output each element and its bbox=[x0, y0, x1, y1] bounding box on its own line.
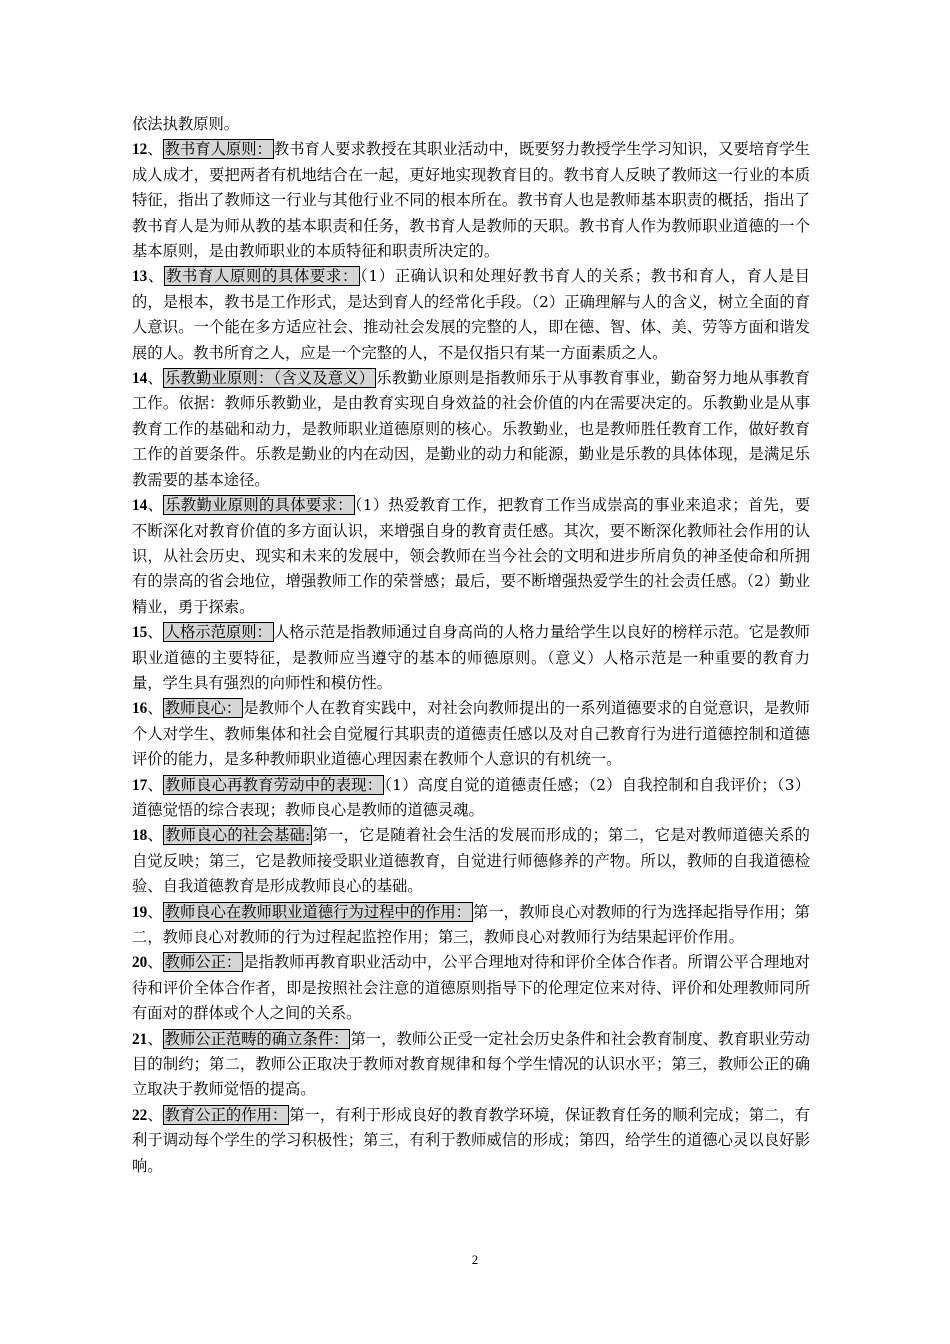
document-body bbox=[132, 112, 810, 1179]
item-paragraph bbox=[132, 823, 810, 899]
item-number: 22 bbox=[132, 1106, 148, 1124]
highlighted-term: 教师良心在教师职业道德行为过程中的作用： bbox=[164, 902, 471, 921]
highlighted-term: 教书育人原则的具体要求： bbox=[166, 267, 358, 286]
item-paragraph bbox=[132, 493, 810, 620]
item-text: 是教师个人在教育实践中，对社会向教师提出的一系列道德要求的自觉意识，是教师个人对学生、教师集体和社会自觉履行其职责的道德责任感以及对自己教育行为进行道德控制和道德评价的能力，是多种教师职业道德心理因素在教师个人意识的有机统一。 bbox=[132, 699, 810, 769]
item-paragraph bbox=[132, 1103, 810, 1179]
highlighted-term: 乐教勤业原则：（含义及意义） bbox=[165, 369, 375, 388]
item-paragraph bbox=[132, 950, 810, 1026]
item-text: （1）热爱教育工作，把教育工作当成崇高的事业来追求；首先，要不断深化对教育价值的多方面认识，来增强自身的教育责任感。其次，要不断深化教师社会作用的认识，从社会历史、现实和未来的发展中，领会教师在当今社会的文明和进步所肩负的神圣使命和所拥有的崇高的省会地位，增强教师工作的荣誉感；最后，要不断增强热爱学生的社会责任感。（2）勤业精业，勇于探索。 bbox=[132, 496, 810, 616]
item-text: 第一，教师良心对教师的行为选择起指导作用；第二，教师良心对教师的行为过程起监控作用；第三，教师良心对教师行为结果起评价作用。 bbox=[132, 902, 810, 946]
item-separator: 、 bbox=[147, 140, 163, 159]
intro-line: 依法执教原则。 bbox=[132, 115, 240, 133]
item-text: 乐教勤业原则是指教师乐于从事教育事业，勤奋努力地从事教育工作。依据：教师乐教勤业，是由教育实现自身效益的社会价值的内在需要决定的。乐教勤业是从事教育工作的基础和动力，是教师职业道德原则的核心。乐教勤业，也是教师胜任教育工作，做好教育工作的首要条件。乐教是勤业的内在动因，是勤业的动力和能源，勤业是乐教的具体体现，是满足乐教需要的基本途径。 bbox=[132, 369, 810, 489]
item-separator: 、 bbox=[147, 902, 163, 921]
item-separator: 、 bbox=[147, 496, 164, 515]
highlighted-term: 教师公正范畴的确立条件： bbox=[164, 1029, 349, 1048]
item-number: 21 bbox=[132, 1030, 148, 1048]
highlighted-term: 教师公正： bbox=[164, 953, 242, 972]
item-text: 第一，有利于形成良好的教育教学环境，保证教育任务的顺利完成；第二，有利于调动每个学生的学习积极性；第三，有利于教师威信的形成；第四，给学生的道德心灵以良好影响。 bbox=[132, 1105, 810, 1175]
item-paragraph bbox=[132, 620, 810, 696]
item-text: 是指教师再教育职业活动中，公平合理地对待和评价全体合作者。所谓公平合理地对待和评价全体合作者，即是按照社会注意的道德原则指导下的伦理定位来对待、评价和处理教师同所有面对的群体或个人之间的关系。 bbox=[132, 953, 810, 1023]
item-text: 第一，教师公正受一定社会历史条件和社会教育制度、教育职业劳动目的制约；第二，教师公正取决于教师对教育规律和每个学生情况的认识水平；第三，教师公正的确立取决于教师觉悟的提高。 bbox=[132, 1029, 810, 1099]
item-separator: 、 bbox=[147, 1029, 163, 1048]
highlighted-term: 人格示范原则： bbox=[164, 623, 272, 642]
item-paragraph bbox=[132, 696, 810, 772]
item-separator: 、 bbox=[147, 369, 163, 388]
item-number: 20 bbox=[132, 954, 148, 972]
item-paragraph bbox=[132, 900, 810, 951]
item-paragraph bbox=[132, 1027, 810, 1103]
item-number: 14 bbox=[132, 370, 148, 388]
item-number: 13 bbox=[132, 268, 148, 286]
item-separator: 、 bbox=[147, 775, 164, 794]
item-paragraph bbox=[132, 137, 810, 264]
item-separator: 、 bbox=[147, 953, 163, 972]
item-number: 16 bbox=[132, 700, 148, 718]
item-separator: 、 bbox=[147, 826, 164, 845]
item-number: 12 bbox=[132, 141, 148, 159]
highlighted-term: 教师良心： bbox=[164, 699, 242, 718]
item-paragraph bbox=[132, 264, 810, 366]
page-number: 2 bbox=[471, 1252, 479, 1267]
item-text: 人格示范是指教师通过自身高尚的人格力量给学生以良好的榜样示范。它是教师职业道德的主要特征，是教师应当遵守的基本的师德原则。（意义）人格示范是一种重要的教育力量，学生具有强烈的向师性和模仿性。 bbox=[132, 623, 810, 692]
item-paragraph bbox=[132, 773, 810, 824]
item-number: 18 bbox=[132, 827, 148, 845]
item-number: 15 bbox=[132, 624, 148, 642]
item-text: 第一，它是随着社会生活的发展而形成的；第二，它是对教师道德关系的自觉反映；第三，它是教师接受职业道德教育，自觉进行师德修养的产物。所以，教师的自我道德检验、自我道德教育是形成教师良心的基础。 bbox=[132, 826, 810, 896]
highlighted-term: 教师良心的社会基础: bbox=[165, 826, 311, 845]
item-separator: 、 bbox=[147, 699, 163, 718]
item-text: （1）正确认识和处理好教书育人的关系；教书和育人，育人是目的，是根本，教书是工作形式，是达到育人的经常化手段。（2）正确理解与人的含义，树立全面的育人意识。一个能在多方适应社会、推动社会发展的完整的人，即在德、智、体、美、劳等方面和谐发展的人。教书所育之人，应是一个完整的人，不是仅指只有某一方面素质之人。 bbox=[132, 267, 810, 362]
highlighted-term: 乐教勤业原则的具体要求： bbox=[165, 496, 353, 515]
item-separator: 、 bbox=[147, 623, 163, 642]
highlighted-term: 教师良心再教育劳动中的表现： bbox=[165, 775, 383, 794]
item-separator: 、 bbox=[147, 1105, 163, 1124]
item-paragraph bbox=[132, 366, 810, 493]
item-number: 19 bbox=[132, 903, 148, 921]
highlighted-term: 教育公正的作用： bbox=[164, 1105, 288, 1124]
item-number: 14 bbox=[132, 497, 148, 515]
item-text: 教书育人要求教授在其职业活动中，既要努力教授学生学习知识，又要培育学生成人成才，要把两者有机地结合在一起，更好地实现教育目的。教书育人反映了教师这一行业的本质特征，指出了教师这一行业与其他行业不同的根本所在。教书育人也是教师基本职责的概括，指出了教书育人是为师从教的基本职责和任务，教书育人是教师的天职。教书育人作为教师职业道德的一个基本原则，是由教师职业的本质特征和职责所决定的。 bbox=[132, 140, 810, 261]
item-text: （1）高度自觉的道德责任感；（2）自我控制和自我评价；（3）道德觉悟的综合表现；教师良心是教师的道德灵魂。 bbox=[132, 775, 810, 819]
item-number: 17 bbox=[132, 776, 148, 794]
item-separator: 、 bbox=[147, 267, 164, 286]
highlighted-term: 教书育人原则： bbox=[164, 140, 272, 159]
item-list bbox=[132, 137, 810, 1179]
